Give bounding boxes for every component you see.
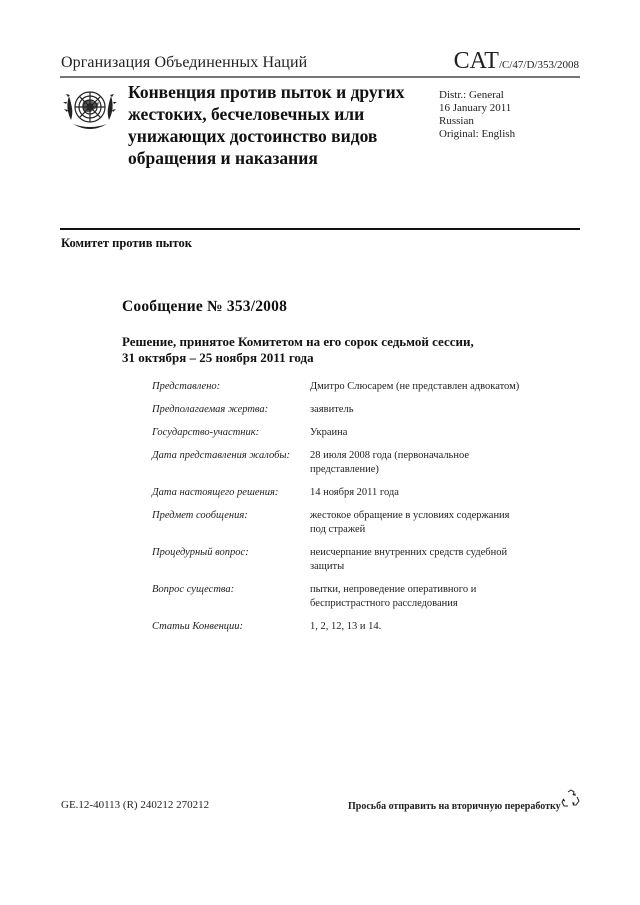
- facts-table: [152, 380, 532, 643]
- fact-value: Украина: [310, 427, 348, 438]
- fact-value: неисчерпание внутренних средств судебной защиты: [310, 547, 508, 572]
- distr-line: Distr.: General: [439, 89, 504, 101]
- un-emblem-icon: [61, 82, 119, 136]
- fact-label: Представлено:: [152, 381, 221, 392]
- decision-line-1: Решение, принятое Комитетом на его сорок седьмой сессии,: [122, 334, 474, 349]
- document-symbol: [454, 48, 579, 75]
- fact-label: Предполагаемая жертва:: [152, 404, 269, 415]
- fact-label: Дата представления жалобы:: [152, 450, 290, 461]
- fact-row: [152, 449, 532, 477]
- fact-value: 1, 2, 12, 13 и 14.: [310, 621, 382, 632]
- committee-name: Комитет против пыток: [61, 236, 192, 250]
- header-rule: [60, 76, 580, 78]
- section-rule: [60, 228, 580, 230]
- fact-row: [152, 509, 532, 537]
- fact-label: Дата настоящего решения:: [152, 487, 279, 498]
- distribution-block: [439, 89, 515, 141]
- fact-row: [152, 403, 532, 417]
- fact-value: Дмитро Слюсарем (не представлен адвокатом): [310, 381, 520, 392]
- date-line: 16 January 2011: [439, 102, 512, 114]
- fact-value: жестокое обращение в условиях содержания под стражей: [310, 510, 510, 535]
- fact-value: 28 июля 2008 года (первоначальное представление): [310, 450, 470, 475]
- fact-label: Предмет сообщения:: [152, 510, 248, 521]
- fact-label: Процедурный вопрос:: [152, 547, 249, 558]
- recycle-icon: [561, 789, 581, 809]
- original-line: Original: English: [439, 128, 516, 140]
- fact-label: Вопрос существа:: [152, 584, 235, 595]
- fact-row: [152, 546, 532, 574]
- recycle-notice: Просьба отправить на вторичную переработку: [348, 801, 561, 812]
- fact-label: Государство-участник:: [152, 427, 260, 438]
- fact-row: [152, 380, 532, 394]
- symbol-main: CAT: [453, 48, 499, 74]
- symbol-suffix: /C/47/D/353/2008: [498, 59, 579, 71]
- communication-number: Сообщение № 353/2008: [122, 298, 288, 315]
- fact-row: [152, 620, 532, 634]
- fact-value: заявитель: [310, 404, 354, 415]
- document-code: GE.12-40113 (R) 240212 270212: [61, 799, 210, 811]
- decision-line-2: 31 октября – 25 ноября 2011 года: [122, 350, 314, 365]
- fact-label: Статьи Конвенции:: [152, 621, 244, 632]
- organization-name: Организация Объединенных Наций: [61, 54, 308, 71]
- fact-row: [152, 486, 532, 500]
- fact-row: [152, 583, 532, 611]
- convention-title: Конвенция против пыток и других жестоких, бесчеловечных или унижающих достоинство видов обращения и наказания: [128, 82, 405, 168]
- decision-heading: [122, 334, 542, 366]
- fact-value: 14 ноября 2011 года: [310, 487, 399, 498]
- fact-value: пытки, непроведение оперативного и беспристрастного расследования: [310, 584, 477, 609]
- fact-row: [152, 426, 532, 440]
- language-line: Russian: [439, 115, 474, 127]
